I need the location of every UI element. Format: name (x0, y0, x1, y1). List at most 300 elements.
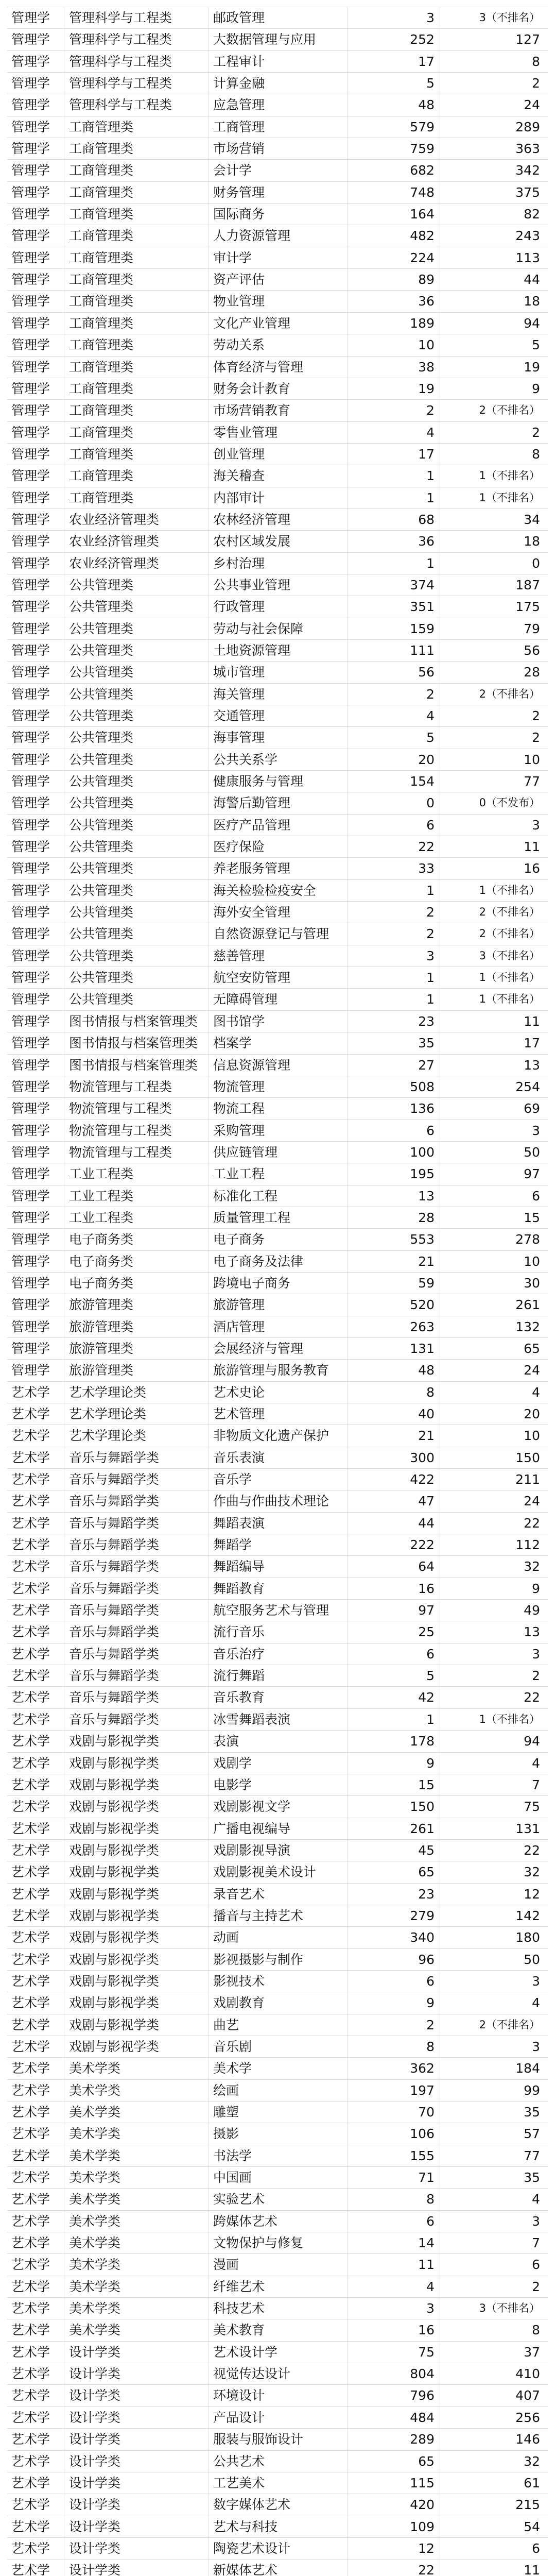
major-cell: 健康服务与管理 (213, 774, 304, 789)
discipline-cell: 艺术学 (11, 2148, 50, 2163)
count-cell: 804 (410, 2366, 435, 2382)
table-row (7, 923, 548, 945)
rank-cell: 99 (524, 2082, 540, 2098)
column-divider (347, 1643, 348, 1665)
table-row (7, 1273, 548, 1294)
count-cell: 484 (410, 2410, 435, 2425)
major-cell: 资产评估 (213, 272, 265, 287)
column-divider (347, 2189, 348, 2210)
category-cell: 旅游管理类 (69, 1297, 134, 1313)
category-cell: 美术学类 (69, 2235, 121, 2251)
discipline-cell: 艺术学 (11, 1646, 50, 1662)
rank-cell: 184 (515, 2061, 540, 2076)
count-cell: 300 (410, 1450, 435, 1465)
column-divider (347, 1447, 348, 1468)
column-divider (347, 1731, 348, 1752)
rank-cell: 6 (532, 1188, 540, 1204)
rank-cell: 2 (532, 730, 540, 745)
major-cell: 应急管理 (213, 97, 265, 113)
category-cell: 工商管理类 (69, 250, 134, 265)
rank-cell: 187 (515, 577, 540, 592)
count-cell: 35 (418, 1036, 435, 1051)
rank-cell: 24 (524, 1363, 540, 1378)
major-cell: 文化产业管理 (213, 315, 291, 331)
category-cell: 公共管理类 (69, 599, 134, 615)
major-cell: 土地资源管理 (213, 642, 291, 658)
discipline-cell: 艺术学 (11, 2257, 50, 2273)
table-row (7, 116, 548, 138)
rank-cell: 0（不发布） (479, 796, 540, 809)
column-divider (347, 2494, 348, 2515)
major-cell: 零售业管理 (213, 425, 278, 440)
rank-cell: 1（不排名） (479, 993, 540, 1006)
category-cell: 农业经济管理类 (69, 555, 160, 571)
major-cell: 跨媒体艺术 (213, 2213, 278, 2229)
count-cell: 56 (418, 665, 435, 680)
count-cell: 109 (410, 2519, 435, 2534)
column-divider (347, 1884, 348, 1905)
category-cell: 管理科学与工程类 (69, 32, 172, 47)
count-cell: 70 (418, 2105, 435, 2120)
column-divider (347, 2276, 348, 2297)
discipline-cell: 艺术学 (11, 2192, 50, 2207)
table-row (7, 1578, 548, 1600)
count-cell: 252 (410, 32, 435, 47)
table-row (7, 444, 548, 465)
table-row (7, 2472, 548, 2494)
rank-cell: 7 (532, 2235, 540, 2251)
major-cell: 档案学 (213, 1036, 252, 1051)
rank-cell: 363 (515, 141, 540, 157)
discipline-cell: 艺术学 (11, 2301, 50, 2316)
column-divider (347, 138, 348, 159)
column-divider (347, 771, 348, 792)
count-cell: 9 (426, 1755, 435, 1771)
rank-cell: 2 (532, 708, 540, 723)
discipline-cell: 管理学 (11, 32, 50, 47)
count-cell: 45 (418, 1842, 435, 1858)
table-row (7, 1425, 548, 1447)
major-cell: 广播电视编导 (213, 1821, 291, 1836)
major-cell: 影视摄影与制作 (213, 1952, 304, 1967)
column-divider (347, 1992, 348, 2013)
rank-cell: 2 (532, 1668, 540, 1684)
count-cell: 2 (426, 403, 435, 418)
column-divider (347, 1469, 348, 1490)
count-cell: 155 (410, 2148, 435, 2163)
major-cell: 科技艺术 (213, 2301, 265, 2316)
rank-cell: 1（不排名） (479, 1713, 540, 1725)
category-cell: 公共管理类 (69, 730, 134, 745)
major-cell: 物业管理 (213, 294, 265, 309)
rank-cell: 180 (515, 1930, 540, 1945)
column-divider (347, 2298, 348, 2319)
count-cell: 3 (426, 2301, 435, 2316)
major-cell: 供应链管理 (213, 1144, 278, 1160)
count-cell: 1 (426, 468, 435, 484)
discipline-cell: 艺术学 (11, 2563, 50, 2576)
rank-cell: 32 (524, 1559, 540, 1574)
category-cell: 公共管理类 (69, 883, 134, 898)
count-cell: 579 (410, 119, 435, 134)
major-cell: 劳动与社会保障 (213, 621, 304, 636)
major-cell: 服装与服饰设计 (213, 2432, 304, 2447)
count-cell: 6 (426, 1646, 435, 1662)
rank-cell: 215 (515, 2497, 540, 2513)
rank-cell: 1（不排名） (479, 469, 540, 482)
category-cell: 音乐与舞蹈学类 (69, 1603, 160, 1618)
rank-cell: 97 (524, 1166, 540, 1182)
count-cell: 2 (426, 686, 435, 702)
count-cell: 5 (426, 1668, 435, 1684)
rank-cell: 3 (532, 1973, 540, 1989)
major-cell: 电子商务及法律 (213, 1253, 304, 1269)
major-cell: 市场营销教育 (213, 403, 291, 418)
major-cell: 质量管理工程 (213, 1210, 291, 1225)
category-cell: 管理科学与工程类 (69, 10, 172, 25)
major-cell: 冰雪舞蹈表演 (213, 1711, 291, 1727)
major-cell: 公共关系学 (213, 752, 278, 767)
major-cell: 书法学 (213, 2148, 252, 2163)
rank-cell: 34 (524, 512, 540, 527)
column-divider (347, 2123, 348, 2144)
category-cell: 戏剧与影视学类 (69, 1842, 160, 1858)
category-cell: 农业经济管理类 (69, 512, 160, 527)
discipline-cell: 艺术学 (11, 2475, 50, 2490)
rank-cell: 3 (532, 1646, 540, 1662)
discipline-cell: 管理学 (11, 752, 50, 767)
column-divider (347, 1076, 348, 1097)
table-row (7, 7, 548, 29)
table-row (7, 858, 548, 879)
count-cell: 9 (426, 1995, 435, 2011)
discipline-cell: 艺术学 (11, 2344, 50, 2360)
discipline-cell: 艺术学 (11, 2082, 50, 2098)
column-divider (347, 2145, 348, 2166)
table-row (7, 225, 548, 247)
rank-cell: 24 (524, 97, 540, 113)
count-cell: 40 (418, 1406, 435, 1421)
column-divider (347, 727, 348, 748)
count-cell: 1 (426, 490, 435, 505)
major-cell: 音乐表演 (213, 1450, 265, 1465)
major-cell: 海关管理 (213, 686, 265, 702)
column-divider (347, 160, 348, 181)
rank-cell: 113 (515, 250, 540, 265)
table-row (7, 247, 548, 269)
count-cell: 28 (418, 1210, 435, 1225)
count-cell: 340 (410, 1930, 435, 1945)
major-cell: 绘画 (213, 2082, 239, 2098)
category-cell: 公共管理类 (69, 839, 134, 855)
column-divider (347, 1425, 348, 1446)
discipline-cell: 艺术学 (11, 1755, 50, 1771)
column-divider (347, 1055, 348, 1076)
rank-cell: 94 (524, 315, 540, 331)
rank-cell: 4 (532, 1755, 540, 1771)
category-cell: 美术学类 (69, 2213, 121, 2229)
rank-cell: 4 (532, 1384, 540, 1400)
count-cell: 351 (410, 599, 435, 615)
table-row (7, 1251, 548, 1273)
rank-cell: 6 (532, 2257, 540, 2273)
discipline-cell: 管理学 (11, 948, 50, 963)
column-divider (347, 1578, 348, 1599)
table-row (7, 1687, 548, 1708)
discipline-cell: 艺术学 (11, 1450, 50, 1465)
major-cell: 公共艺术 (213, 2453, 265, 2469)
table-row (7, 1513, 548, 1534)
table-row (7, 1142, 548, 1163)
major-cell: 音乐学 (213, 1472, 252, 1487)
count-cell: 8 (426, 2039, 435, 2054)
category-cell: 物流管理与工程类 (69, 1079, 172, 1094)
major-cell: 新媒体艺术 (213, 2563, 278, 2576)
discipline-cell: 艺术学 (11, 2279, 50, 2294)
major-cell: 文物保护与修复 (213, 2235, 304, 2251)
column-divider (347, 1753, 348, 1774)
count-cell: 11 (418, 2257, 435, 2273)
discipline-cell: 管理学 (11, 10, 50, 25)
column-divider (347, 2036, 348, 2057)
rank-cell: 2 (532, 2279, 540, 2294)
count-cell: 21 (418, 1253, 435, 1269)
column-divider (347, 29, 348, 50)
table-row (7, 1163, 548, 1185)
rank-cell: 28 (524, 665, 540, 680)
table-row (7, 2342, 548, 2363)
table-row (7, 182, 548, 204)
major-cell: 纤维艺术 (213, 2279, 265, 2294)
major-cell: 海关稽查 (213, 468, 265, 484)
count-cell: 420 (410, 2497, 435, 2513)
rank-cell: 22 (524, 1515, 540, 1531)
count-cell: 362 (410, 2061, 435, 2076)
discipline-cell: 管理学 (11, 1144, 50, 1160)
table-row (7, 73, 548, 94)
rank-cell: 4 (532, 1995, 540, 2011)
rank-cell: 8 (532, 2323, 540, 2338)
discipline-cell: 艺术学 (11, 1515, 50, 1531)
discipline-cell: 艺术学 (11, 2323, 50, 2338)
major-cell: 戏剧影视文学 (213, 1799, 291, 1815)
category-cell: 管理科学与工程类 (69, 97, 172, 113)
table-row (7, 1774, 548, 1796)
discipline-cell: 艺术学 (11, 1995, 50, 2011)
discipline-cell: 艺术学 (11, 1842, 50, 1858)
discipline-cell: 管理学 (11, 294, 50, 309)
discipline-cell: 管理学 (11, 228, 50, 244)
rank-cell: 342 (515, 163, 540, 178)
major-cell: 物流管理 (213, 1079, 265, 1094)
major-cell: 工商管理 (213, 119, 265, 134)
major-cell: 舞蹈学 (213, 1537, 252, 1553)
count-cell: 164 (410, 207, 435, 222)
count-cell: 3 (426, 10, 435, 25)
count-cell: 374 (410, 577, 435, 592)
rank-cell: 146 (515, 2432, 540, 2447)
table-row (7, 1076, 548, 1098)
count-cell: 263 (410, 1319, 435, 1334)
discipline-cell: 管理学 (11, 1210, 50, 1225)
table-row (7, 2319, 548, 2341)
category-cell: 工商管理类 (69, 315, 134, 331)
category-cell: 公共管理类 (69, 861, 134, 876)
major-cell: 邮政管理 (213, 10, 265, 25)
table-row (7, 2451, 548, 2472)
count-cell: 65 (418, 1865, 435, 1880)
count-cell: 64 (418, 1559, 435, 1574)
category-cell: 农业经济管理类 (69, 534, 160, 549)
count-cell: 1 (426, 1711, 435, 1727)
major-cell: 城市管理 (213, 665, 265, 680)
category-cell: 管理科学与工程类 (69, 54, 172, 69)
major-cell: 无障碍管理 (213, 992, 278, 1007)
count-cell: 10 (418, 337, 435, 353)
count-cell: 16 (418, 1581, 435, 1596)
category-cell: 音乐与舞蹈学类 (69, 1515, 160, 1531)
column-divider (347, 1665, 348, 1686)
column-divider (347, 640, 348, 661)
count-cell: 796 (410, 2388, 435, 2403)
table-row (7, 574, 548, 596)
discipline-cell: 管理学 (11, 774, 50, 789)
count-cell: 6 (426, 2213, 435, 2229)
table-row (7, 1884, 548, 1905)
rank-cell: 11 (524, 1013, 540, 1029)
count-cell: 6 (426, 817, 435, 833)
category-cell: 物流管理与工程类 (69, 1144, 172, 1160)
rank-cell: 11 (524, 839, 540, 855)
count-cell: 111 (410, 642, 435, 658)
count-cell: 27 (418, 1057, 435, 1073)
discipline-cell: 管理学 (11, 708, 50, 723)
table-row (7, 771, 548, 792)
count-cell: 224 (410, 250, 435, 265)
table-row (7, 2363, 548, 2385)
category-cell: 戏剧与影视学类 (69, 2039, 160, 2054)
discipline-cell: 管理学 (11, 905, 50, 920)
major-cell: 艺术设计学 (213, 2344, 278, 2360)
rank-cell: 12 (524, 1886, 540, 1902)
discipline-cell: 艺术学 (11, 2126, 50, 2142)
rank-cell: 9 (532, 381, 540, 396)
discipline-cell: 管理学 (11, 1363, 50, 1378)
table-row (7, 1185, 548, 1207)
discipline-cell: 管理学 (11, 992, 50, 1007)
rank-cell: 10 (524, 1428, 540, 1444)
count-cell: 2 (426, 905, 435, 920)
major-cell: 交通管理 (213, 708, 265, 723)
count-cell: 17 (418, 54, 435, 69)
column-divider (347, 1403, 348, 1425)
category-cell: 艺术学理论类 (69, 1428, 147, 1444)
major-cell: 影视技术 (213, 1973, 265, 1989)
column-divider (347, 116, 348, 138)
category-cell: 音乐与舞蹈学类 (69, 1559, 160, 1574)
count-cell: 6 (426, 1123, 435, 1138)
column-divider (347, 684, 348, 705)
rank-cell: 15 (524, 1210, 540, 1225)
rank-cell: 407 (515, 2388, 540, 2403)
count-cell: 154 (410, 774, 435, 789)
discipline-cell: 管理学 (11, 1232, 50, 1247)
rank-cell: 254 (515, 1079, 540, 1094)
major-cell: 标准化工程 (213, 1188, 278, 1204)
major-cell: 酒店管理 (213, 1319, 265, 1334)
count-cell: 19 (418, 381, 435, 396)
count-cell: 71 (418, 2170, 435, 2185)
table-row (7, 618, 548, 640)
count-cell: 16 (418, 2323, 435, 2338)
table-row (7, 1600, 548, 1621)
table-row (7, 1949, 548, 1971)
count-cell: 197 (410, 2082, 435, 2098)
category-cell: 戏剧与影视学类 (69, 1734, 160, 1749)
column-divider (347, 1098, 348, 1119)
category-cell: 公共管理类 (69, 577, 134, 592)
major-cell: 艺术与科技 (213, 2519, 278, 2534)
table-row (7, 2189, 548, 2210)
rank-cell: 289 (515, 119, 540, 134)
column-divider (347, 1360, 348, 1381)
rank-cell: 1（不排名） (479, 491, 540, 504)
count-cell: 0 (426, 795, 435, 811)
discipline-cell: 艺术学 (11, 2366, 50, 2382)
discipline-cell: 管理学 (11, 686, 50, 702)
table-row (7, 160, 548, 181)
discipline-cell: 管理学 (11, 97, 50, 113)
category-cell: 美术学类 (69, 2148, 121, 2163)
discipline-cell: 艺术学 (11, 2519, 50, 2534)
column-divider (347, 1861, 348, 1883)
count-cell: 17 (418, 446, 435, 462)
discipline-cell: 管理学 (11, 315, 50, 331)
table-row (7, 1621, 548, 1643)
table-row (7, 596, 548, 618)
discipline-cell: 管理学 (11, 970, 50, 986)
column-divider (347, 1229, 348, 1250)
table-row (7, 2276, 548, 2298)
table-row (7, 1120, 548, 1142)
major-cell: 内部审计 (213, 490, 265, 505)
column-divider (347, 531, 348, 552)
major-cell: 录音艺术 (213, 1886, 265, 1902)
count-cell: 4 (426, 2279, 435, 2294)
discipline-cell: 管理学 (11, 1275, 50, 1291)
rank-cell: 35 (524, 2170, 540, 2185)
column-divider (347, 618, 348, 639)
major-cell: 播音与主持艺术 (213, 1908, 304, 1923)
table-row (7, 1098, 548, 1120)
rank-cell: 61 (524, 2475, 540, 2490)
column-divider (347, 815, 348, 836)
count-cell: 47 (418, 1494, 435, 1509)
category-cell: 美术学类 (69, 2105, 121, 2120)
table-row (7, 553, 548, 574)
table-row (7, 749, 548, 771)
column-divider (347, 334, 348, 355)
discipline-cell: 管理学 (11, 468, 50, 484)
discipline-cell: 管理学 (11, 555, 50, 571)
table-row (7, 2407, 548, 2429)
column-divider (347, 2342, 348, 2363)
table-row (7, 2058, 548, 2079)
table-row (7, 2560, 548, 2576)
table-row (7, 29, 548, 50)
column-divider (347, 1316, 348, 1337)
discipline-cell: 管理学 (11, 119, 50, 134)
